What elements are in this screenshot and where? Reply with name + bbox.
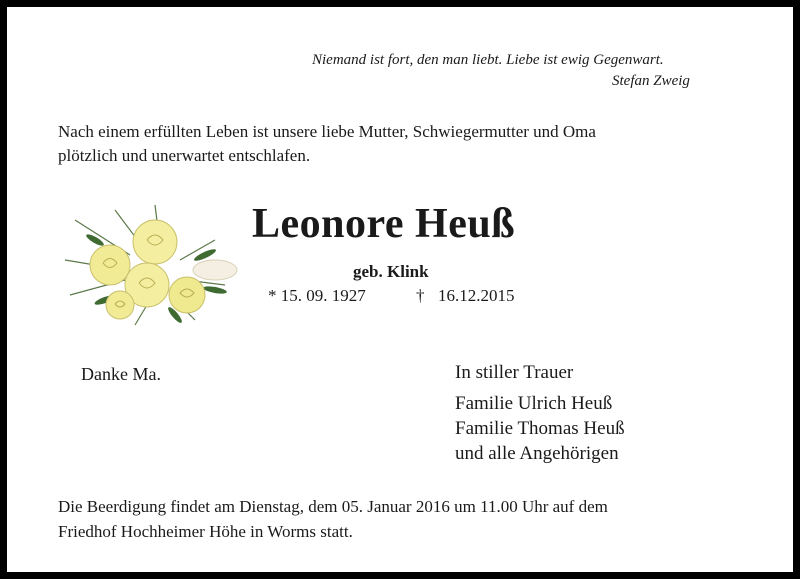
intro-line-2: plötzlich und unerwartet entschlafen.	[58, 146, 311, 165]
funeral-line-1: Die Beerdigung findet am Dienstag, dem 05. Januar 2016 um 11.00 Uhr auf dem	[58, 497, 608, 516]
funeral-line-2: Friedhof Hochheimer Höhe in Worms statt.	[58, 522, 353, 541]
intro-line-1: Nach einem erfüllten Leben ist unsere liebe Mutter, Schwiegermutter und Oma	[58, 122, 596, 141]
mourners-heading: In stiller Trauer	[455, 362, 574, 383]
deceased-name: Leonore Heuß	[252, 201, 516, 247]
mourner-line: Familie Ulrich Heuß	[455, 393, 613, 414]
maiden-name: geb. Klink	[353, 262, 429, 281]
cross-icon: †	[416, 286, 425, 305]
death-date: 16.12.2015	[438, 286, 515, 305]
mourner-line: Familie Thomas Heuß	[455, 418, 625, 439]
birth-date: * 15. 09. 1927	[268, 286, 366, 305]
yellow-roses-icon	[55, 200, 245, 330]
mourner-line: und alle Angehörigen	[455, 443, 619, 464]
thanks-text: Danke Ma.	[81, 364, 161, 384]
quote-text: Niemand ist fort, den man liebt. Liebe ist ewig Gegenwart.	[312, 52, 664, 68]
quote-author: Stefan Zweig	[612, 73, 690, 89]
